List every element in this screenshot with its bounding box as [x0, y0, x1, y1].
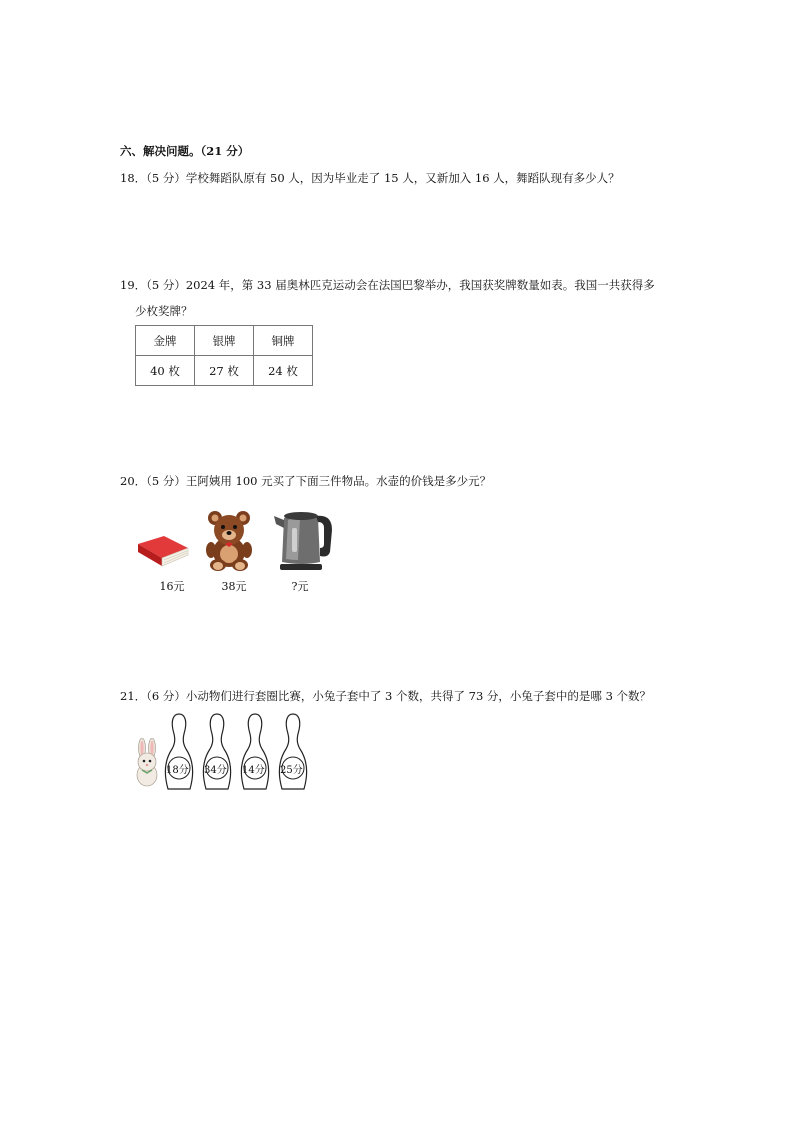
table-cell-bronze: 24 枚 [254, 356, 313, 386]
question-19-line1: 19．（5 分）2024 年，第 33 届奥林匹克运动会在法国巴黎举办，我国获奖牌数量如表。我国一共获得多 [120, 278, 655, 292]
section-title: 六、解决问题。（21 分） [120, 144, 250, 158]
question-18-text: 18．（5 分）学校舞蹈队原有 50 人，因为毕业走了 15 人，又新加入 16 人，舞蹈队现有多少人？ [120, 171, 620, 185]
table-header-gold: 金牌 [136, 326, 195, 356]
bowling-pin-icon [274, 713, 312, 791]
pin-label-1: 18分 [166, 765, 189, 776]
book-icon [134, 530, 190, 570]
bowling-pin-icon [236, 713, 274, 791]
rabbit-icon [132, 738, 162, 788]
table-cell-silver: 27 枚 [195, 356, 254, 386]
pin-label-4: 25分 [280, 765, 303, 776]
table-row [136, 326, 313, 356]
teddy-bear-price: 38元 [221, 580, 247, 593]
table-header-bronze: 铜牌 [254, 326, 313, 356]
bowling-pin-icon [160, 713, 198, 791]
bowling-pin-icon [198, 713, 236, 791]
question-20-text: 20．（5 分）王阿姨用 100 元买了下面三件物品。水壶的价钱是多少元？ [120, 474, 492, 488]
question-21-text: 21．（6 分）小动物们进行套圈比赛，小兔子套中了 3 个数，共得了 73 分，小兔子套中的是哪 3 个数？ [120, 689, 652, 703]
kettle-price: ?元 [291, 580, 309, 593]
table-cell-gold: 40 枚 [136, 356, 195, 386]
kettle-icon [272, 504, 338, 572]
medal-table [135, 325, 313, 386]
pin-label-2: 34分 [204, 765, 227, 776]
pin-label-3: 14分 [242, 765, 265, 776]
teddy-bear-icon [203, 508, 255, 572]
table-header-silver: 银牌 [195, 326, 254, 356]
table-row [136, 356, 313, 386]
book-price: 16元 [159, 580, 185, 593]
question-19-line2: 少枚奖牌？ [135, 304, 193, 318]
